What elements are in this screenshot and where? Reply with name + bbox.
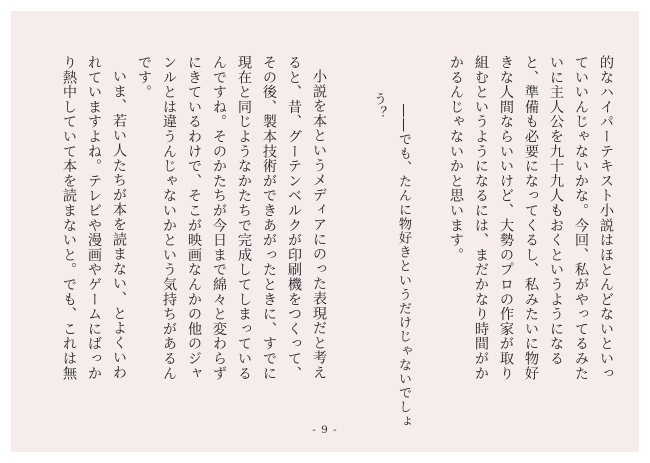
book-page [11, 11, 639, 452]
text-column: です。 [136, 55, 152, 100]
text-column: り熱中していて本を読まないと。でも、これは無 [61, 55, 77, 381]
text-column: 的なハイパーテキスト小説はほとんどないといっ [598, 55, 614, 381]
text-column: れていますよね。テレビや漫画やゲームにばっか [86, 55, 102, 381]
text-column: にきているわけで、そこが映画なんかの他のジャ [186, 55, 202, 381]
text-column: ていいんじゃないかな。今回、私がやってるみた [573, 55, 589, 381]
text-column: 小説を本というメディアにのった表現だと考え [311, 69, 327, 380]
text-column: いに主人公を九十九人もおくというようになる [548, 55, 564, 366]
text-column: 組むというようになるには、まだかなり時間がか [473, 55, 489, 381]
text-column: 現在と同じようなかたちで完成してしまっている [236, 55, 252, 381]
text-column: かるんじゃないかと思います。 [448, 55, 464, 263]
text-column: んですね。そのかたちが今日まで綿々と変わらず [211, 55, 227, 381]
page-number: - 9 - [312, 424, 338, 436]
text-column: ると、昔、グーテンベルクが印刷機をつくって、 [286, 55, 302, 381]
text-column: ンルとは違うんじゃないかという気持ちがあるん [161, 55, 177, 381]
text-column: と、準備も必要になってくるし、私みたいに物好 [523, 55, 539, 381]
interviewer-question-cont: う？ [371, 92, 386, 121]
interviewer-question: ――でも、たんに物好きというだけじゃないでしょ [396, 104, 411, 429]
text-column: いま、若い人たちが本を読まない、とよくいわ [111, 69, 127, 380]
text-column: その後、製本技術ができあがったときに、すでに [261, 55, 277, 381]
text-column: きな人間ならいいけど、大勢のプロの作家が取り [498, 55, 514, 381]
